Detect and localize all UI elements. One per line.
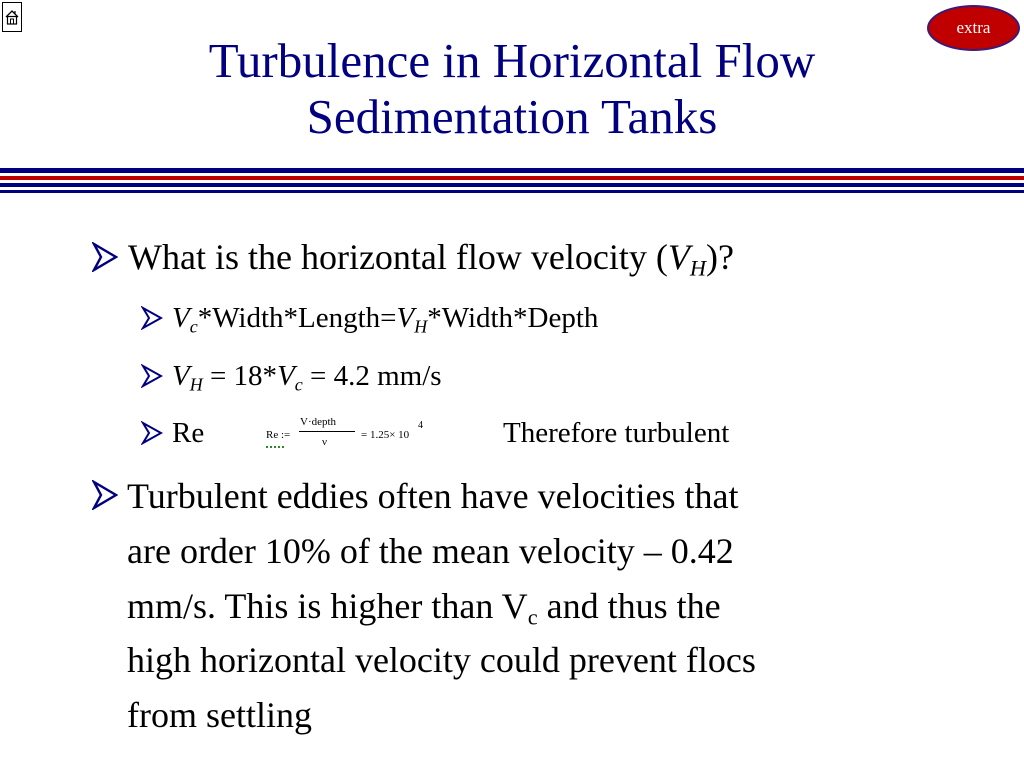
bullet-eddies-line-4: high horizontal velocity could prevent flocs xyxy=(127,640,756,680)
formula-lhs: Re := xyxy=(266,429,291,441)
extra-label: extra xyxy=(956,18,991,37)
formula-result: = 1.25× 10 xyxy=(361,429,410,441)
formula-fraction-bar xyxy=(299,431,355,432)
title-line-2: Sedimentation Tanks xyxy=(306,89,718,144)
turbulent-conclusion: Therefore turbulent xyxy=(503,417,730,449)
title-line-1: Turbulence in Horizontal Flow xyxy=(208,33,816,88)
bullet-eddies-line-3: mm/s. This is higher than $V_c$ and thus the xyxy=(127,586,721,630)
home-button[interactable] xyxy=(2,2,22,32)
bullet-eddies-line-2: are order 10% of the mean velocity – 0.42 xyxy=(127,531,734,571)
bullet-horizontal-velocity: What is the horizontal flow velocity $(V_H)$? xyxy=(128,237,734,281)
title-divider xyxy=(0,168,1024,193)
reynolds-formula xyxy=(266,416,436,452)
slide-title xyxy=(0,33,1024,145)
arrow-bullet-icon xyxy=(141,364,163,388)
bullet-eddies-line-1: Turbulent eddies often have velocities that xyxy=(127,476,739,516)
subbullet-reynolds-label: Re xyxy=(172,417,205,449)
arrow-bullet-icon xyxy=(141,306,163,330)
bullet-eddies-line-5: from settling xyxy=(127,695,312,735)
formula-numerator: V·depth xyxy=(300,416,337,428)
arrow-bullet-icon xyxy=(92,242,118,272)
subbullet-continuity: $V_c*Width*Length=V_H*Width*Depth$ xyxy=(172,302,599,337)
formula-squiggle xyxy=(266,443,284,448)
subbullet-vh-value: $V_H = 18*V_c = 4.2$ mm/s xyxy=(172,360,442,395)
arrow-bullet-icon xyxy=(141,421,163,445)
home-icon xyxy=(4,8,20,26)
arrow-bullet-icon xyxy=(92,480,118,510)
formula-denominator: ν xyxy=(322,436,327,448)
formula-exponent: 4 xyxy=(418,420,423,431)
